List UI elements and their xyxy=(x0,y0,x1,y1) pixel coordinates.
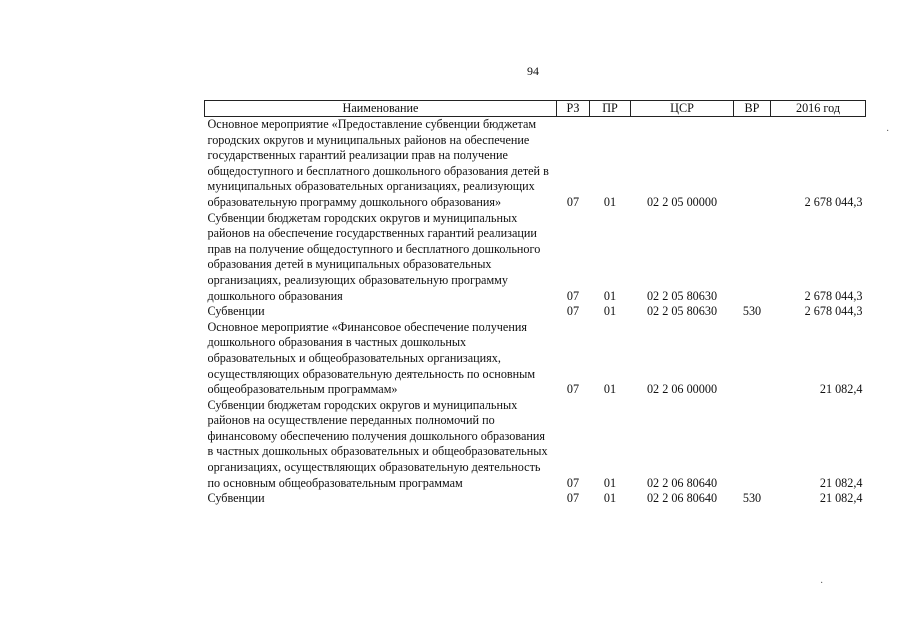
cell-rz: 07 xyxy=(566,194,580,209)
scan-speck: · xyxy=(886,126,890,137)
header-csr: ЦСР xyxy=(631,101,734,117)
cell-name: Субвенции xyxy=(207,491,265,506)
table-row xyxy=(205,211,866,305)
cell-rz: 07 xyxy=(566,475,580,490)
cell-sum: 21 082,4 xyxy=(819,491,863,506)
header-vr: ВР xyxy=(734,101,771,117)
table-header-row xyxy=(205,101,866,117)
cell-name: Субвенции бюджетам городских округов и муниципальных районов на обеспечение государственных гарантий реализации прав на получение общедоступного и бесплатного дошкольного образования детей в муниципальных образовательных организациях, реализующих образовательную программу дошкольного образования xyxy=(207,210,541,303)
cell-name: Основное мероприятие «Финансовое обеспечение получения дошкольного образования в частных дошкольных образовательных и общеобразовательных организациях, осуществляющих образовательную деятельность по основным общеобразовательным программам» xyxy=(207,319,536,397)
cell-csr: 02 2 06 00000 xyxy=(646,382,718,397)
cell-name: Субвенции xyxy=(207,304,265,319)
page-number: 94 xyxy=(527,64,539,78)
cell-vr xyxy=(734,320,771,398)
cell-csr: 02 2 06 80640 xyxy=(646,491,718,506)
cell-pr: 01 xyxy=(603,304,617,319)
table-body xyxy=(205,117,866,507)
cell-csr: 02 2 05 80630 xyxy=(646,304,718,319)
cell-sum: 21 082,4 xyxy=(819,475,863,490)
cell-csr: 02 2 05 80630 xyxy=(646,288,718,303)
cell-vr xyxy=(734,117,771,211)
scan-speck: · xyxy=(820,578,824,589)
cell-pr: 01 xyxy=(603,491,617,506)
header-rz: РЗ xyxy=(557,101,590,117)
cell-sum: 2 678 044,3 xyxy=(804,304,863,319)
cell-sum: 2 678 044,3 xyxy=(804,194,863,209)
cell-csr: 02 2 06 80640 xyxy=(646,475,718,490)
cell-rz: 07 xyxy=(566,491,580,506)
cell-sum: 21 082,4 xyxy=(819,382,863,397)
table-row xyxy=(205,320,866,398)
header-name: Наименование xyxy=(205,101,557,117)
cell-pr: 01 xyxy=(603,194,617,209)
cell-vr: 530 xyxy=(742,304,762,319)
table-row xyxy=(205,398,866,492)
header-sum: 2016 год xyxy=(771,101,866,117)
cell-vr xyxy=(734,398,771,492)
cell-name: Основное мероприятие «Предоставление субвенции бюджетам городских округов и муниципальных районов на обеспечение государственных гарантий реализации прав на получение общедоступного и бесплатного дошкольного образования детей в муниципальных образовательных организациях, реализующих образовательную программу дошкольного образования» xyxy=(207,117,549,209)
cell-rz: 07 xyxy=(566,304,580,319)
cell-rz: 07 xyxy=(566,288,580,303)
budget-table xyxy=(204,100,866,507)
cell-rz: 07 xyxy=(566,382,580,397)
table-row xyxy=(205,117,866,211)
cell-vr: 530 xyxy=(742,491,762,506)
cell-sum: 2 678 044,3 xyxy=(804,288,863,303)
cell-name: Субвенции бюджетам городских округов и муниципальных районов на осуществление переданных полномочий по финансовому обеспечению получения дошкольного образования в частных дошкольных образовательных и общеобразовательных организациях, осуществляющих образовательную деятельность по основным общеобразовательным программам xyxy=(207,397,548,490)
header-pr: ПР xyxy=(590,101,631,117)
cell-pr: 01 xyxy=(603,288,617,303)
table-row xyxy=(205,304,866,320)
table-header xyxy=(205,101,866,117)
cell-csr: 02 2 05 00000 xyxy=(646,194,718,209)
table-row xyxy=(205,491,866,507)
cell-vr xyxy=(734,211,771,305)
cell-pr: 01 xyxy=(603,475,617,490)
cell-pr: 01 xyxy=(603,382,617,397)
